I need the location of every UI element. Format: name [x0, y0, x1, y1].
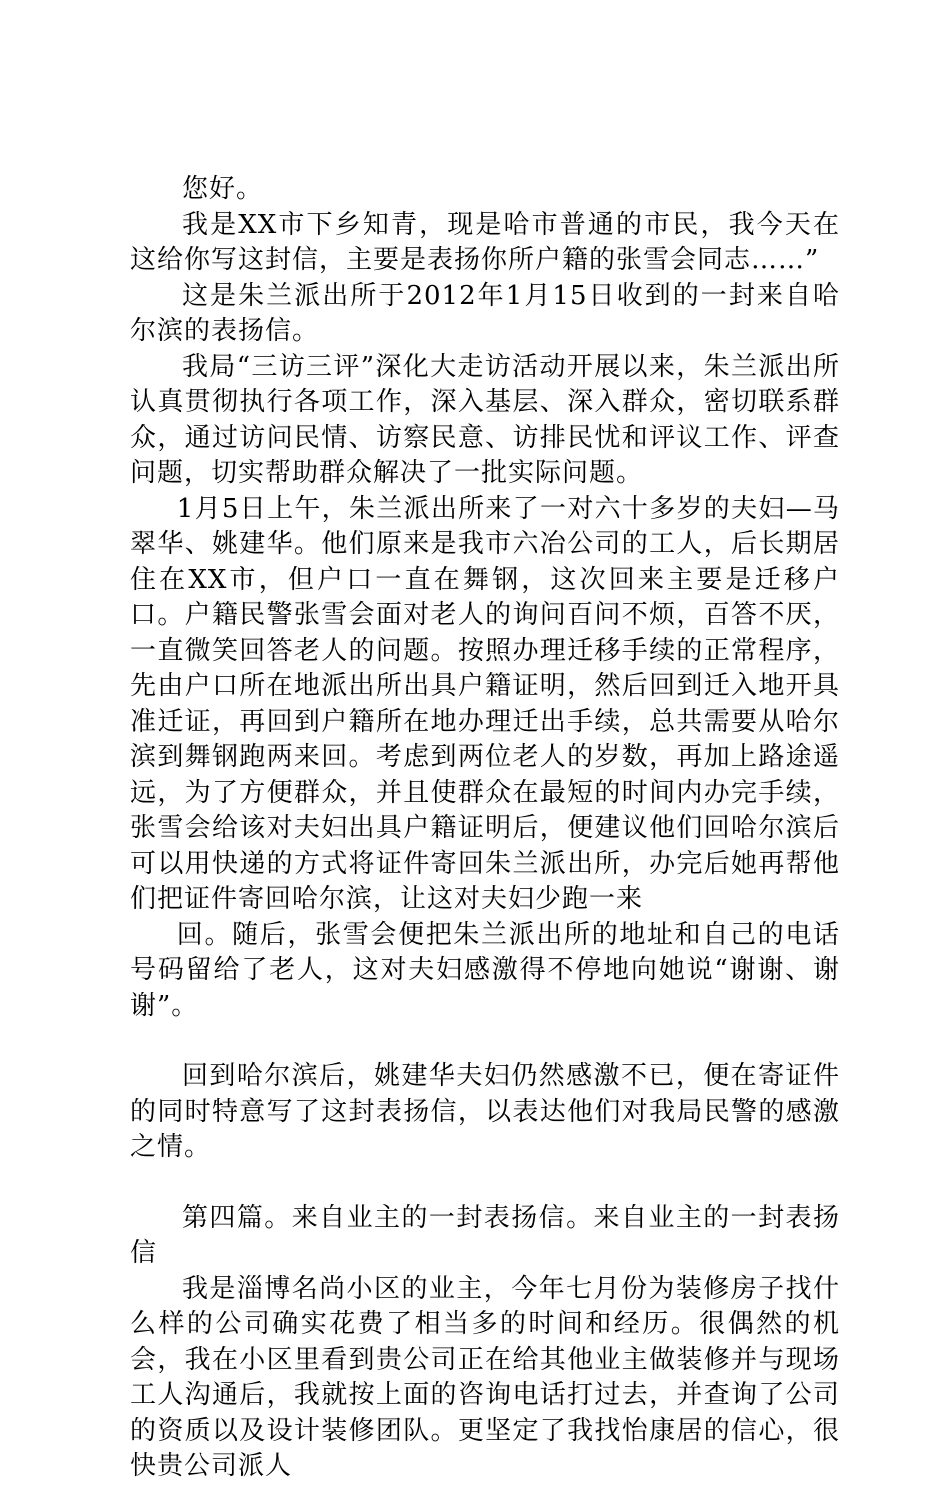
paragraph-owner-letter: 我是淄博名尚小区的业主，今年七月份为装修房子找什么样的公司确实花费了相当多的时间和经历。很偶然的机会，我在小区里看到贵公司正在给其他业主做装修并与现场工人沟通后，我就按上面的咨询电话打过去，并查询了公司的资质以及设计装修团队。更坚定了我找怡康居的信心，很快贵公司派人	[130, 1273, 840, 1481]
paragraph-greeting: 您好。	[182, 174, 264, 204]
paragraph-story-continued: 回。随后，张雪会便把朱兰派出所的地址和自己的电话号码留给了老人，这对夫妇感激得不停地向她说“谢谢、谢谢”。	[130, 919, 840, 1021]
paragraph-letter-received: 这是朱兰派出所于2012年1月15日收到的一封来自哈尔滨的表扬信。	[130, 280, 840, 346]
paragraph-activity: 我局“三访三评”深化大走访活动开展以来，朱兰派出所认真贯彻执行各项工作，深入基层、深入群众，密切联系群众，通过访问民情、访察民意、访排民忧和评议工作、评查问题，切实帮助群众解决了一批实际问题。	[130, 351, 840, 488]
document-body	[130, 172, 840, 1485]
paragraph-letter-intro: 我是XX市下乡知青，现是哈市普通的市民，我今天在这给你写这封信，主要是表扬你所户籍的张雪会同志……”	[130, 209, 840, 275]
paragraph-thanks: 回到哈尔滨后，姚建华夫妇仍然感激不已，便在寄证件的同时特意写了这封表扬信，以表达他们对我局民警的感激之情。	[130, 1061, 840, 1162]
section-heading: 第四篇。来自业主的一封表扬信。来自业主的一封表扬信	[130, 1202, 840, 1268]
paragraph-story: 1月5日上午，朱兰派出所来了一对六十多岁的夫妇—马翠华、姚建华。他们原来是我市六冶公司的工人，后长期居住在XX市，但户口一直在舞钢，这次回来主要是迁移户口。户籍民警张雪会面对老人的询问百问不烦，百答不厌，一直微笑回答老人的问题。按照办理迁移手续的正常程序，先由户口所在地派出所出具户籍证明，然后回到迁入地开具准迁证，再回到户籍所在地办理迁出手续，总共需要从哈尔滨到舞钢跑两来回。考虑到两位老人的岁数，再加上路途遥远，为了方便群众，并且使群众在最短的时间内办完手续，张雪会给该对夫妇出具户籍证明后，便建议他们回哈尔滨后可以用快递的方式将证件寄回朱兰派出所，办完后她再帮他们把证件寄回哈尔滨，让这对夫妇少跑一来	[130, 493, 840, 914]
